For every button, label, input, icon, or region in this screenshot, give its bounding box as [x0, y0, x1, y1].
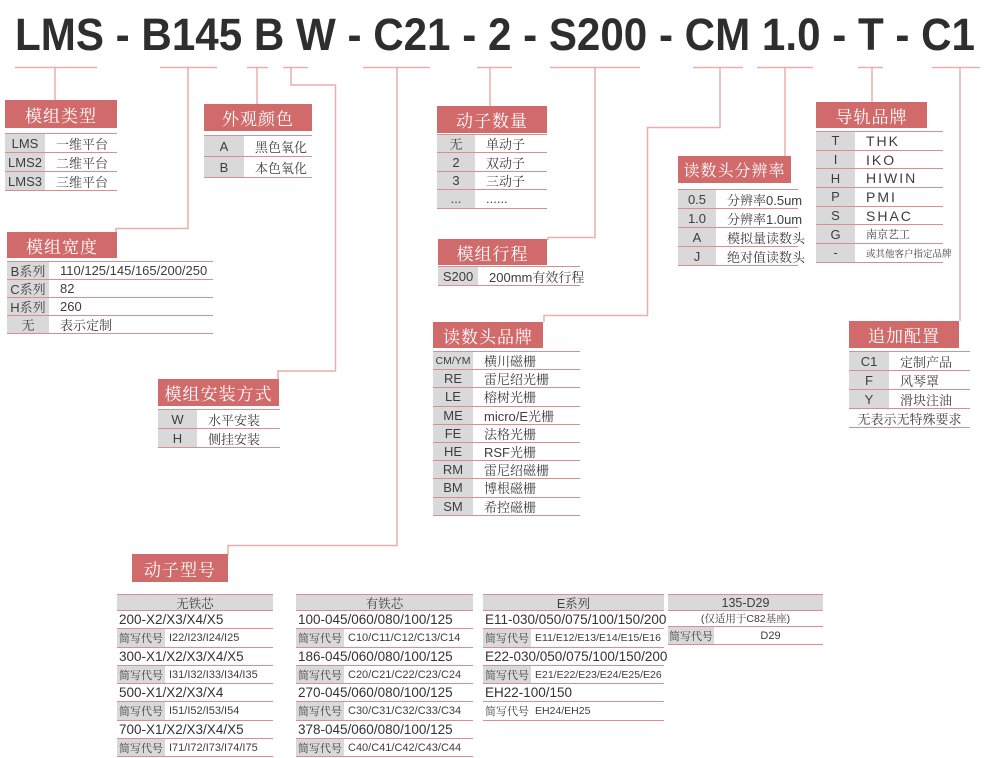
section-header-resolution: 读数头分辨率: [678, 156, 791, 183]
abbr-codes: I71/I72/I73/I74/I75: [169, 741, 258, 754]
code-cell: C1: [849, 352, 889, 370]
section-header-mover-qty: 动子数量: [437, 106, 547, 133]
desc-cell: SHAC: [866, 207, 913, 224]
abbr-codes: I22/I23/I24/I25: [169, 631, 240, 644]
table-row: [816, 225, 943, 244]
desc-cell: micro/E光栅: [484, 408, 555, 424]
table-row: [433, 370, 580, 388]
section-header-stroke: 模组行程: [438, 239, 547, 265]
table-row: [433, 352, 580, 370]
abbr-label: 简写代号: [117, 702, 165, 719]
code-cell: S: [816, 207, 855, 225]
code-cell: ME: [433, 407, 473, 424]
abbr-code-row: [483, 666, 664, 684]
abbr-codes: E21/E22/E23/E24/E25/E26: [535, 668, 662, 681]
column-note: (仅适用于C82基座): [668, 611, 823, 627]
desc-cell: 表示定制: [60, 318, 113, 333]
code-cell: 1.0: [678, 209, 716, 227]
abbr-code-row: [483, 629, 664, 647]
table-row: [7, 262, 213, 280]
table-row: [433, 498, 580, 516]
code-cell: -: [816, 244, 855, 262]
abbr-codes: EH24/EH25: [535, 705, 591, 718]
model-row: 378-045/060/080/100/125: [296, 721, 473, 739]
table-row: [849, 371, 970, 390]
desc-cell: 南京艺工: [866, 229, 910, 242]
code-cell: F: [849, 371, 889, 389]
code-cell: B系列: [7, 262, 49, 279]
abbr-code-row: [296, 666, 473, 684]
abbr-code-row: [296, 702, 473, 720]
abbr-label: 简写代号: [485, 706, 529, 719]
desc-cell: 三动子: [486, 173, 526, 189]
code-cell: RE: [433, 370, 473, 387]
abbr-codes: I31/I32/I33/I34/I35: [169, 668, 258, 681]
code-cell: C系列: [7, 280, 49, 297]
desc-cell: ......: [486, 191, 508, 207]
column-header: 有铁芯: [296, 595, 473, 611]
code-cell: BM: [433, 479, 473, 496]
model-row: 100-045/060/080/100/125: [296, 611, 473, 629]
section-header-mover-model: 动子型号: [132, 554, 228, 582]
table-row: [816, 244, 952, 263]
model-row: 270-045/060/080/100/125: [296, 684, 473, 702]
desc-cell: IKO: [866, 151, 897, 168]
abbr-label: 简写代号: [117, 666, 165, 683]
model-row: E11-030/050/075/100/150/200: [483, 611, 664, 629]
abbr-codes: I51/I52/I53/I54: [169, 705, 240, 718]
table-row: [7, 316, 213, 334]
desc-cell: 双动子: [486, 155, 526, 171]
table-row: [678, 209, 803, 228]
addon-table: [849, 351, 970, 428]
code-cell: H系列: [7, 298, 49, 315]
table-row: [437, 190, 547, 208]
desc-cell: 滑块注油: [900, 392, 953, 408]
mover-model-column-ironcore: [296, 594, 473, 757]
model-row: 700-X1/X2/X3/X4/X5: [117, 721, 273, 739]
abbr-code-row: [117, 666, 273, 684]
abbr-codes: D29: [760, 629, 781, 642]
code-cell: T: [816, 132, 855, 150]
section-header-addon: 追加配置: [849, 321, 959, 348]
desc-cell: 三维平台: [56, 174, 109, 190]
addon-note: 无表示无特殊要求: [849, 409, 970, 428]
desc-cell: 风琴罩: [900, 373, 940, 389]
code-cell: B: [204, 157, 244, 177]
desc-cell: 110/125/145/165/200/250: [60, 263, 208, 278]
table-row: [158, 410, 280, 429]
desc-cell: 分辨率0.5um: [727, 192, 803, 208]
section-header-install: 模组安装方式: [158, 379, 279, 406]
abbr-label: 简写代号: [296, 666, 344, 683]
abbr-codes: C20/C21/C22/C23/C24: [348, 668, 462, 681]
table-row: [158, 429, 280, 448]
abbr-label: 简写代号: [296, 629, 344, 646]
desc-cell: 260: [60, 299, 82, 314]
abbr-codes: E11/E12/E13/E14/E15/E16: [535, 631, 661, 644]
table-row: [678, 190, 803, 209]
desc-cell: 雷尼绍磁栅: [484, 463, 550, 479]
module-width-table: [7, 261, 213, 334]
code-cell: CM/YM: [433, 352, 473, 369]
product-code: LMS - B145 B W - C21 - 2 - S200 - CM 1.0 - T - C1: [15, 9, 975, 60]
module-type-table: [5, 133, 117, 191]
table-row: [433, 443, 580, 461]
code-cell: LE: [433, 388, 473, 405]
rail-brand-table: [816, 131, 952, 263]
model-row: EH22-100/150: [483, 684, 664, 702]
desc-cell: 绝对值读数头: [727, 249, 806, 265]
mover-model-column-135-d29: [668, 594, 823, 645]
abbr-label: 简写代号: [117, 739, 165, 756]
abbr-code-row: [668, 627, 823, 645]
table-row: [433, 479, 580, 497]
reader-brand-table: [433, 351, 580, 516]
abbr-label: 简写代号: [483, 629, 531, 646]
column-header: E系列: [483, 595, 664, 611]
code-cell: A: [204, 136, 244, 156]
code-cell: 无: [437, 135, 475, 152]
abbr-code-row: [117, 739, 273, 757]
desc-cell: RSF光栅: [484, 445, 537, 461]
abbr-label: 简写代号: [296, 739, 344, 756]
table-row: [849, 352, 970, 371]
code-cell: A: [678, 228, 716, 246]
desc-cell: 定制产品: [900, 354, 953, 370]
desc-cell: THK: [866, 132, 900, 149]
code-cell: J: [678, 247, 716, 265]
code-cell: ...: [437, 190, 475, 207]
code-cell: I: [816, 151, 855, 169]
table-row: [433, 425, 580, 443]
table-row: [7, 280, 213, 298]
desc-cell: 雷尼绍光栅: [484, 372, 550, 388]
code-cell: 0.5: [678, 190, 716, 208]
abbr-label: 简写代号: [296, 702, 344, 719]
desc-cell: 82: [60, 281, 75, 296]
mover-model-column-e-series: [483, 594, 668, 721]
desc-cell: 或其他客户指定品牌: [866, 248, 952, 260]
table-row: [433, 461, 580, 479]
desc-cell: 侧挂安装: [208, 431, 261, 447]
table-row: [437, 135, 547, 153]
desc-cell: 博根磁栅: [484, 481, 537, 497]
abbr-code-row: [483, 702, 664, 720]
table-row: [7, 298, 213, 316]
column-header: 135-D29: [668, 595, 823, 611]
table-row: [816, 132, 943, 151]
desc-cell: PMI: [866, 188, 897, 205]
section-header-reader-brand: 读数头品牌: [433, 322, 543, 348]
code-cell: LMS2: [5, 153, 45, 171]
desc-cell: 法格光栅: [484, 426, 537, 442]
desc-cell: 横川磁栅: [484, 354, 537, 370]
desc-cell: 黑色氧化: [255, 139, 308, 155]
code-cell: H: [816, 169, 855, 187]
abbr-label: 简写代号: [668, 627, 714, 644]
abbr-label: 简写代号: [483, 666, 531, 683]
table-row: [816, 169, 943, 188]
code-cell: W: [158, 410, 197, 428]
table-row: [433, 407, 580, 425]
section-header-rail-brand: 导轨品牌: [816, 102, 927, 128]
abbr-codes: C40/C41/C42/C43/C44: [348, 741, 462, 754]
code-cell: FE: [433, 425, 473, 442]
table-row: [438, 267, 585, 286]
model-row: 500-X1/X2/X3/X4: [117, 684, 273, 702]
desc-cell: 二维平台: [56, 155, 109, 171]
code-cell: H: [158, 429, 197, 447]
table-row: [437, 172, 547, 190]
product-code-title: [0, 0, 988, 62]
table-row: [849, 390, 970, 409]
abbr-codes: C30/C31/C32/C33/C34: [348, 705, 462, 718]
table-row: [678, 228, 806, 247]
table-row: [433, 388, 580, 406]
table-row: [437, 153, 547, 171]
desc-cell: 本色氧化: [255, 160, 308, 176]
appearance-table: [204, 135, 312, 178]
stroke-table: [438, 266, 585, 286]
column-header: 无铁芯: [117, 595, 273, 611]
model-row: 300-X1/X2/X3/X4/X5: [117, 648, 273, 666]
table-row: [5, 134, 117, 153]
model-row: 200-X2/X3/X4/X5: [117, 611, 273, 629]
desc-cell: HIWIN: [866, 170, 918, 187]
abbr-code-row: [117, 629, 273, 647]
section-header-module-width: 模组宽度: [7, 232, 117, 258]
desc-cell: 分辨率1.0um: [727, 211, 803, 227]
code-cell: 3: [437, 172, 475, 189]
install-table: [158, 409, 280, 448]
desc-cell: 水平安装: [208, 412, 261, 428]
desc-cell: 模拟量读数头: [727, 230, 806, 246]
table-row: [816, 188, 943, 207]
code-cell: SM: [433, 498, 473, 515]
abbr-label: 简写代号: [117, 629, 165, 646]
table-row: [816, 207, 943, 226]
section-header-module-type: 模组类型: [5, 100, 117, 128]
desc-cell: 200mm有效行程: [489, 269, 585, 285]
code-cell: S200: [438, 267, 478, 285]
mover-model-column-coreless: [117, 594, 273, 757]
code-cell: RM: [433, 461, 473, 478]
code-cell: G: [816, 225, 855, 243]
table-row: [5, 153, 117, 172]
desc-cell: 一维平台: [56, 136, 109, 152]
abbr-code-row: [296, 739, 473, 757]
code-cell: P: [816, 188, 855, 206]
abbr-code-row: [117, 702, 273, 720]
code-cell: 无: [7, 316, 49, 333]
code-cell: Y: [849, 390, 889, 408]
table-row: [204, 157, 312, 178]
code-cell: HE: [433, 443, 473, 460]
table-row: [204, 136, 312, 157]
table-row: [5, 172, 117, 191]
connector-b145: [116, 68, 188, 234]
abbr-codes: C10/C11/C12/C13/C14: [348, 631, 461, 644]
resolution-table: [678, 189, 806, 266]
table-row: [816, 151, 943, 170]
code-cell: LMS: [5, 134, 45, 152]
connector-s200: [548, 68, 595, 241]
desc-cell: 榕树光栅: [484, 390, 537, 406]
abbr-code-row: [296, 629, 473, 647]
code-cell: 2: [437, 153, 475, 170]
table-row: [678, 247, 806, 266]
model-row: 186-045/060/080/100/125: [296, 648, 473, 666]
code-cell: LMS3: [5, 172, 45, 190]
section-header-appearance: 外观颜色: [204, 104, 312, 131]
desc-cell: 单动子: [486, 137, 526, 153]
desc-cell: 希控磁栅: [484, 499, 537, 515]
mover-qty-table: [437, 134, 547, 209]
model-row: E22-030/050/075/100/150/200: [483, 648, 664, 666]
